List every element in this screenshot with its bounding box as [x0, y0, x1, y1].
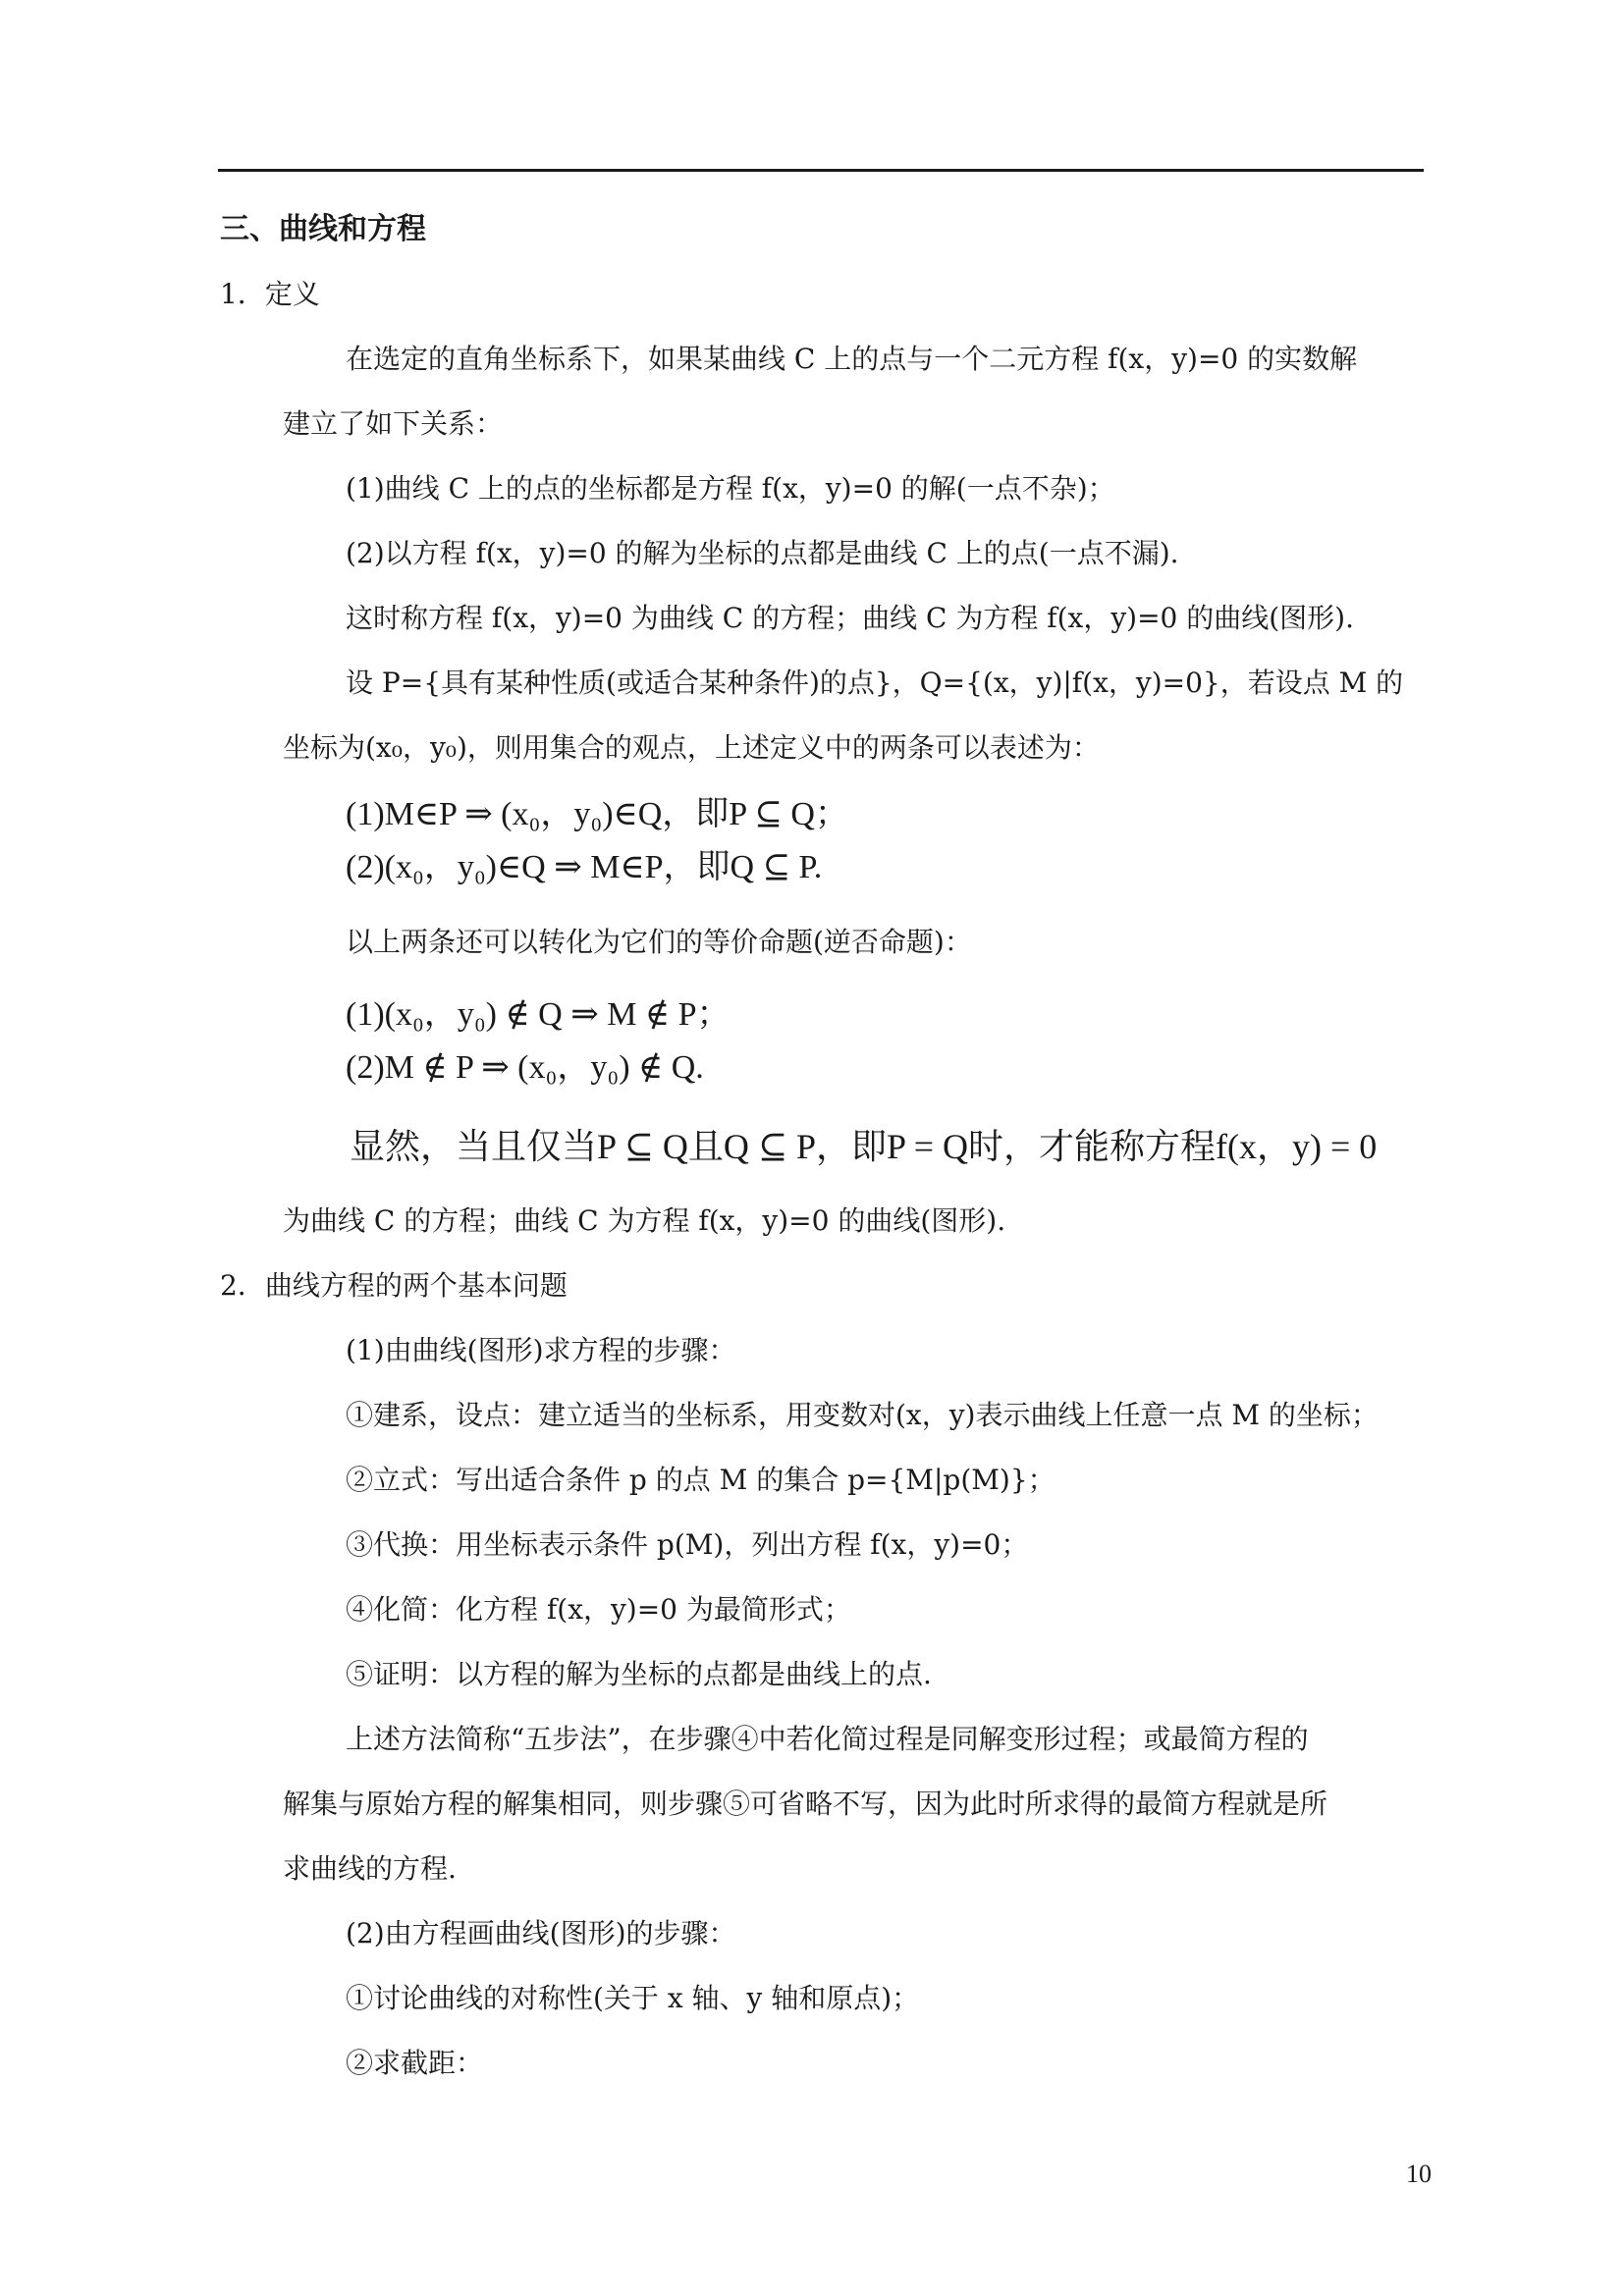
paragraph-line: (2)由方程画曲线(图形)的步骤： [346, 1917, 736, 1949]
header-rule [218, 169, 1424, 172]
page-number: 10 [1406, 2160, 1432, 2188]
paragraph-line: 这时称方程 f(x，y)=0 为曲线 C 的方程；曲线 C 为方程 f(x，y)=0 的曲线(图形). [346, 602, 1354, 634]
list-item: ②求截距： [346, 2047, 484, 2079]
paragraph-line: (2)以方程 f(x，y)=0 的解为坐标的点都是曲线 C 上的点(一点不漏). [346, 537, 1179, 569]
paragraph-line: 建立了如下关系： [283, 407, 504, 440]
paragraph-line: 上述方法简称“五步法”，在步骤④中若化简过程是同解变形过程；或最简方程的 [346, 1723, 1309, 1755]
list-item: ④化简：化方程 f(x，y)=0 为最简形式； [346, 1593, 851, 1626]
paragraph-line: 在选定的直角坐标系下，如果某曲线 C 上的点与一个二元方程 f(x，y)=0 的实数解 [346, 343, 1358, 375]
paragraph-line: 为曲线 C 的方程；曲线 C 为方程 f(x，y)=0 的曲线(图形). [283, 1204, 1006, 1237]
list-item: ③代换：用坐标表示条件 p(M)，列出方程 f(x，y)=0； [346, 1528, 1029, 1561]
paragraph-line: (1)曲线 C 上的点的坐标都是方程 f(x，y)=0 的解(一点不杂)； [346, 472, 1115, 505]
math-formula: 显然，当且仅当P ⊆ Q且Q ⊆ P，即P = Q时，才能称方程f(x，y) = 0 [350, 1127, 1378, 1166]
list-item: ⑤证明：以方程的解为坐标的点都是曲线上的点. [346, 1658, 932, 1690]
subsection-title-definition: 1．定义 [220, 278, 320, 310]
list-item: ①讨论曲线的对称性(关于 x 轴、y 轴和原点)； [346, 1982, 920, 2014]
paragraph-line: 求曲线的方程. [283, 1852, 457, 1885]
math-formula: (2)M ∉ P ⇒ (x₀，y₀) ∉ Q. [346, 1049, 704, 1086]
paragraph-line: 以上两条还可以转化为它们的等价命题(逆否命题)： [346, 926, 972, 958]
paragraph-line: 设 P={具有某种性质(或适合某种条件)的点}，Q={(x，y)|f(x，y)=0}，若设点 M 的 [346, 667, 1404, 699]
math-formula: (1)M∈P ⇒ (x₀，y₀)∈Q，即P ⊆ Q； [346, 796, 848, 832]
subsection-title-problems: 2．曲线方程的两个基本问题 [220, 1269, 568, 1302]
math-formula: (1)(x₀，y₀) ∉ Q ⇒ M ∉ P； [346, 996, 731, 1033]
math-formula: (2)(x₀，y₀)∈Q ⇒ M∈P，即Q ⊆ P. [346, 849, 823, 885]
list-item: ②立式：写出适合条件 p 的点 M 的集合 p={M|p(M)}； [346, 1464, 1056, 1496]
section-title: 三、曲线和方程 [220, 212, 426, 246]
paragraph-line: (1)由曲线(图形)求方程的步骤： [346, 1334, 736, 1366]
paragraph-line: 解集与原始方程的解集相同，则步骤⑤可省略不写，因为此时所求得的最简方程就是所 [283, 1788, 1328, 1820]
list-item: ①建系，设点：建立适当的坐标系，用变数对(x，y)表示曲线上任意一点 M 的坐标； [346, 1399, 1379, 1431]
paragraph-line: 坐标为(x₀，y₀)，则用集合的观点，上述定义中的两条可以表述为： [283, 731, 1100, 764]
